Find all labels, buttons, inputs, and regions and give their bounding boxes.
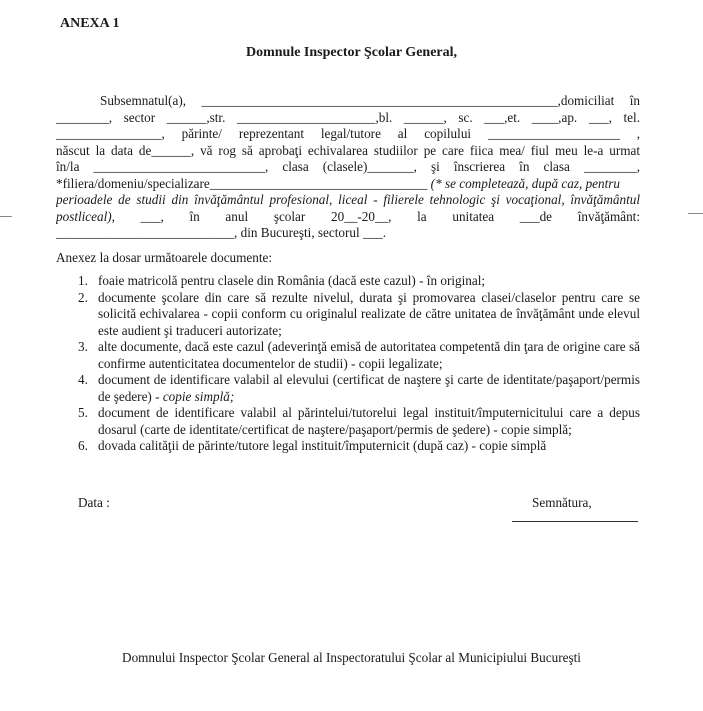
- form-note-line-2: perioadele de studii din învăţământul profesional, liceal - filierele tehnologic şi vocaţional, învăţământul: [56, 192, 640, 207]
- list-text: foaie matricolă pentru clasele din România (dacă este cazul) - în original;: [98, 273, 486, 288]
- annex-label: ANEXA 1: [60, 16, 120, 31]
- specialization-field: *filiera/domeniu/specializare_________________________________: [56, 175, 428, 191]
- form-line-6: [56, 176, 640, 193]
- form-note-end: postliceal),: [56, 208, 115, 224]
- list-item: [56, 372, 640, 405]
- list-text: alte documente, dacă este cazul (adeverinţă emisă de autoritatea competentă din ţara de origine care să confirme autenticitatea documentelor de studii) - copii legalizate;: [98, 339, 640, 371]
- list-item: [56, 290, 640, 340]
- list-text: dovada calităţii de părinte/tutore legal instituit/împuternicit (după caz) - copie simplă: [98, 438, 547, 453]
- request-form-text: [56, 93, 640, 242]
- document-title: Domnule Inspector Şcolar General,: [245, 45, 458, 60]
- signature-line: [512, 521, 638, 522]
- addressee-footer: Domnului Inspector Şcolar General al Inspectoratului Şcolar al Municipiului Bucureşti: [122, 650, 581, 665]
- form-line-last: ___________________________, din Bucureşti, sectorul ___.: [56, 225, 387, 240]
- list-text-italic: copie simplă;: [162, 388, 235, 404]
- list-text: document de identificare valabil al elevului (certificat de naştere şi carte de identitate/paşaport/permis de şedere) -: [98, 372, 640, 404]
- list-number: 4.: [78, 372, 88, 387]
- list-text: documente şcolare din care să rezulte nivelul, durata şi promovarea clasei/claselor pentru care se solicită echivalarea - copii conform cu originalul realizate de către unitatea de învăţământ unde elevul este audient şi traduceri autorizate;: [98, 289, 640, 338]
- form-line-1: Subsemnatul(a), ______________________________________________________,domiciliat în: [100, 93, 640, 108]
- list-number: 3.: [78, 339, 88, 354]
- scan-artifact-line: [688, 213, 703, 214]
- list-item: [56, 339, 640, 372]
- list-number: 2.: [78, 289, 88, 305]
- list-number: 5.: [78, 405, 88, 420]
- scan-artifact-line: [0, 216, 12, 217]
- form-line-5: în/la __________________________, clasa (clasele)_______, şi înscrierea în clasa ________,: [56, 159, 640, 174]
- list-item: [56, 273, 640, 290]
- form-note-start: (* se completează, după caz, pentru: [430, 175, 621, 191]
- signature-label: Semnătura,: [532, 495, 592, 510]
- documents-list: [56, 273, 640, 455]
- form-line-year: [56, 209, 640, 226]
- list-item: [56, 438, 640, 455]
- form-line-2: ________, sector ______,str. _____________________,bl. ______, sc. ___,et. ____,ap. ___, tel.: [56, 109, 640, 125]
- documents-intro: Anexez la dosar următoarele documente:: [56, 250, 273, 265]
- form-line-4: născut la data de______, vă rog să aprobaţi echivalarea studiilor pe care fiica mea/ fiul meu le-a urmat: [56, 142, 640, 158]
- list-number: 1.: [78, 273, 88, 288]
- list-item: [56, 405, 640, 438]
- list-text: document de identificare valabil al părintelui/tutorelui legal instituit/împuternicitului care a depus dosarul (carte de identitate/certificat de naştere/paşaport/permis de şedere) - copie simplă;: [98, 405, 640, 437]
- school-year-field: ___, în anul şcolar 20__-20__, la unitatea ___de învăţământ:: [140, 208, 640, 224]
- list-number: 6.: [78, 438, 88, 453]
- form-line-3: ________________, părinte/ reprezentant legal/tutore al copilului ____________________ ,: [56, 126, 640, 141]
- date-label: Data :: [78, 495, 110, 510]
